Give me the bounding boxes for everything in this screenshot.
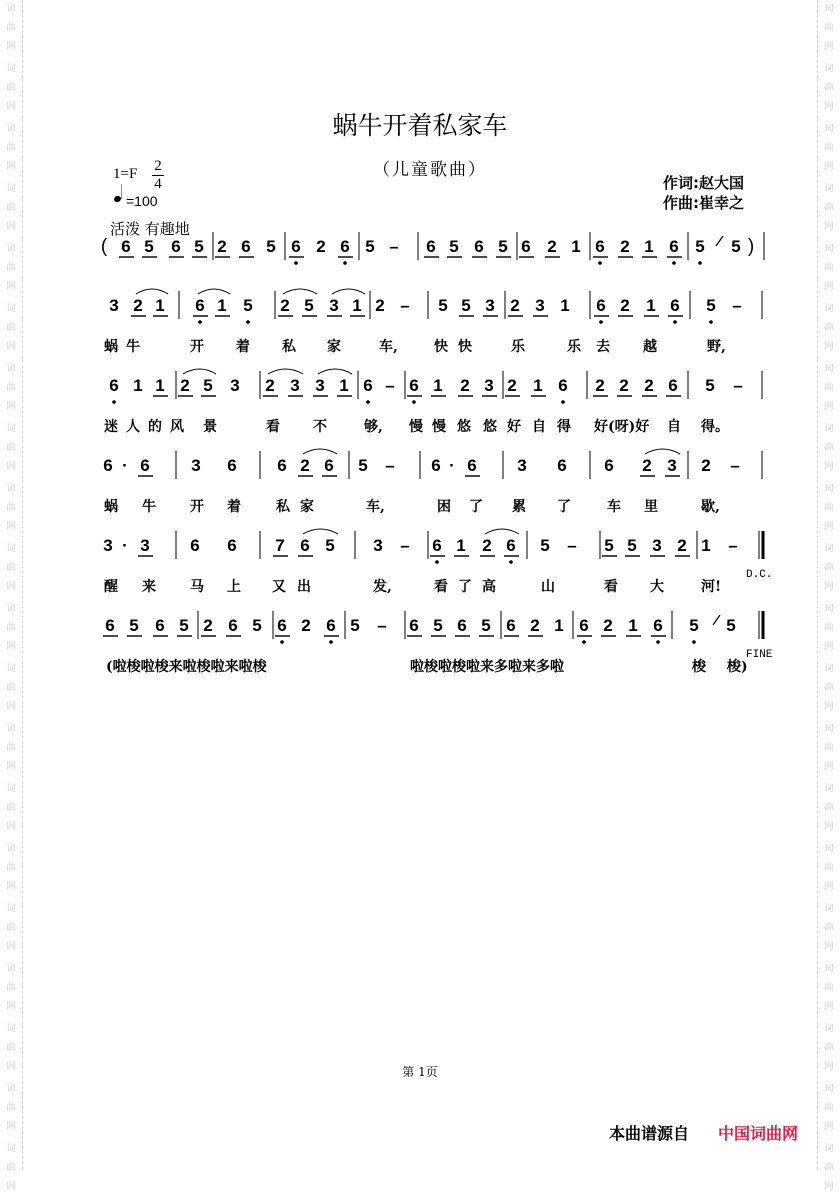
note-number: 6 [431,456,441,475]
slur-arc [303,529,338,534]
note-number: 6 [558,376,568,395]
note-number: 2 [280,296,290,315]
note-number: 3 [315,376,325,395]
note-number: 6 [171,237,181,256]
note-number: 5 [194,237,204,256]
lyric-text: 醒 [104,579,118,595]
note-number: 5 [498,237,508,256]
note-number: 5 [461,296,471,315]
slur-arc [268,369,303,374]
slur-arc [645,449,680,454]
watermark-text: 词 曲 网 [824,844,834,892]
note-number: 3 [373,536,383,555]
lyric-text: 牛 [126,339,140,355]
note-number: 2 [375,296,385,315]
watermark-text: 词 曲 网 [6,4,16,52]
note-number: 5 [481,616,491,635]
watermark-text: 词 曲 网 [824,1144,834,1192]
note-number: 5 [627,536,637,555]
note-number: 6 [228,616,238,635]
lyric-text: 着 [227,499,241,515]
note-number: 6 [121,237,131,256]
lyric-text: 看 [434,579,448,595]
note-number: 2 [619,376,629,395]
sustain-dash: – [385,376,395,395]
watermark-text: 词 曲 网 [824,664,834,712]
watermark-text: 词 曲 网 [824,424,834,472]
note-number: 2 [180,376,190,395]
lyric-text: (啦梭啦梭来啦梭啦来啦梭 [106,659,267,675]
note-number: 6 [155,616,165,635]
lyric-text: 好(呀)好 [594,419,650,435]
low-octave-dot [435,560,439,564]
note-number: 5 [350,616,360,635]
lyric-text: 自 [667,419,681,435]
watermark-text: 词 曲 网 [824,544,834,592]
lyric-text: 乐 [511,339,525,355]
lyric-text: 累 [512,499,526,515]
watermark-text: 词 曲 网 [6,64,16,112]
note-number: 5 [726,616,736,635]
song-subtitle: （儿童歌曲） [373,160,487,180]
watermark-text: 词 曲 网 [6,1024,16,1072]
note-number: 6 [324,456,334,475]
note-number: 6 [668,376,678,395]
lyric-text: 梭) [727,659,748,675]
lyric-text: 好 [507,419,521,435]
lyric-text: 迷 [104,419,118,435]
lyric-text: 车 [607,499,621,515]
note-number: 5 [129,616,139,635]
watermark-text: 词 曲 网 [6,664,16,712]
note-number: 5 [144,237,154,256]
lyric-text: 发, [373,579,392,595]
lyric-text: 够, [364,419,383,435]
note-number: 1 [217,296,227,315]
watermark-text: 词 曲 网 [6,1144,16,1192]
note-number: 6 [457,616,467,635]
note-number: 6 [103,456,113,475]
lyric-text: 私 [282,339,296,355]
dc-marking: D.C. [746,569,773,581]
lyric-text: 了 [469,499,483,515]
note-number: 2 [203,616,213,635]
note-number: 6 [670,296,680,315]
note-number: 2 [603,616,613,635]
note-number: 6 [300,536,310,555]
note-number: 6 [241,237,251,256]
low-octave-dot [598,261,602,265]
lyric-text: 慢 [409,419,423,435]
note-number: 3 [140,536,150,555]
low-octave-dot [343,261,347,265]
note-number: 3 [329,296,339,315]
sustain-dash: – [400,296,410,315]
lyric-text: 车, [379,339,398,355]
lyric-text: 困 [437,499,451,515]
note-number: 6 [467,456,477,475]
note-number: 6 [653,616,663,635]
note-number: 2 [316,237,326,256]
note-number: 3 [191,456,201,475]
note-number: 5 [203,376,213,395]
low-octave-dot [673,320,677,324]
key-signature: 1=F [113,166,138,182]
lyric-text: 蜗 [104,339,118,355]
lyric-text: 啦梭啦梭啦来多啦来多啦 [410,659,564,675]
watermark-text: 词 曲 网 [824,184,834,232]
watermark-text: 词 曲 网 [824,244,834,292]
sustain-dash: – [732,296,742,315]
note-number: 3 [230,376,240,395]
note-number: 1 [571,237,581,256]
tempo-marking: =100 [126,193,158,209]
note-number: 5 [266,237,276,256]
note-number: 2 [217,237,227,256]
lyric-text: 悠 [483,419,497,435]
note-number: 3 [652,536,662,555]
note-number: 6 [277,456,287,475]
low-octave-dot [509,560,513,564]
lyric-text: 了 [458,579,472,595]
lyric-text: 里 [644,499,658,515]
lyric-text: 野, [707,339,726,355]
note-number: 6 [579,616,589,635]
low-octave-dot [561,400,565,404]
note-number: 6 [474,237,484,256]
low-octave-dot [692,640,696,644]
lyric-text: 看 [266,419,280,435]
lyric-text: 来 [142,579,156,595]
note-number: 6 [105,616,115,635]
lyric-text: 出 [297,579,311,595]
note-number: 6 [506,536,516,555]
breath-mark [716,236,723,246]
note-number: 1 [339,376,349,395]
note-number: 1 [433,376,443,395]
note-number: 5 [365,237,375,256]
sustain-dash: – [733,376,743,395]
low-octave-dot [698,261,702,265]
lyric-text: 慢 [432,419,446,435]
watermark-text: 词 曲 网 [824,64,834,112]
lyric-text: 不 [313,419,327,435]
note-number: 2 [460,376,470,395]
note-number: 3 [667,456,677,475]
note-number: 6 [596,296,606,315]
lyric-text: 开 [190,499,204,515]
note-number: 1 [646,296,656,315]
low-octave-dot [329,640,333,644]
note-number: 2 [701,456,711,475]
note-number: 2 [301,616,311,635]
augmentation-dot: · [122,456,128,475]
watermark-text: 词 曲 网 [824,4,834,52]
note-number: 6 [521,237,531,256]
lyric-text: 快 [434,339,448,355]
note-number: 6 [109,376,119,395]
watermark-text: 词 曲 网 [6,1084,16,1132]
repeat-parenthesis: ( [100,236,108,257]
sustain-dash: – [400,536,410,555]
note-number: 1 [456,536,466,555]
low-octave-dot [656,640,660,644]
watermark-text: 词 曲 网 [824,724,834,772]
lyric-text: 家 [327,339,341,355]
watermark-text: 词 曲 网 [824,964,834,1012]
note-number: 5 [449,237,459,256]
watermark-text: 词 曲 网 [824,1024,834,1072]
watermark-text: 词 曲 网 [6,484,16,532]
watermark-text: 词 曲 网 [824,1084,834,1132]
watermark-text: 词 曲 网 [6,544,16,592]
note-number: 2 [133,296,143,315]
lyric-text: 自 [532,419,546,435]
lyric-text: 又 [272,579,286,595]
note-number: 2 [300,456,310,475]
lyric-text: 家 [300,499,314,515]
note-number: 6 [557,456,567,475]
sustain-dash: – [377,616,387,635]
sustain-dash: – [567,536,577,555]
note-number: 6 [432,536,442,555]
note-number: 6 [506,616,516,635]
watermark-text: 词 曲 网 [6,964,16,1012]
note-number: 1 [133,376,143,395]
lyric-text: 上 [227,579,241,595]
low-octave-dot [412,400,416,404]
note-number: 5 [706,296,716,315]
watermark-text: 词 曲 网 [824,304,834,352]
low-octave-dot [294,261,298,265]
lyric-text: 越 [643,339,657,355]
note-number: 2 [644,376,654,395]
page-number: 第 1页 [402,1065,438,1079]
slur-arc [332,289,365,294]
low-octave-dot [582,640,586,644]
lyric-text: 牛 [142,499,156,515]
note-number: 6 [291,237,301,256]
lyric-text: 快 [458,339,472,355]
note-number: 6 [190,536,200,555]
lyric-text: 悠 [457,419,471,435]
lyric-text: 私 [276,499,290,515]
note-number: 5 [243,296,253,315]
note-number: 2 [547,237,557,256]
lyric-text: 看 [604,579,618,595]
lyric-text: 着 [236,339,250,355]
watermark-text: 词 曲 网 [6,364,16,412]
watermark-text: 词 曲 网 [6,424,16,472]
note-number: 3 [109,296,119,315]
note-number: 3 [290,376,300,395]
note-number: 5 [731,237,741,256]
note-number: 1 [628,616,638,635]
note-number: 5 [705,376,715,395]
note-number: 6 [604,456,614,475]
note-number: 5 [179,616,189,635]
sustain-dash: – [389,237,399,256]
lyric-text: 人 [126,419,140,435]
note-number: 5 [689,616,699,635]
source-site-link[interactable]: 中国词曲网 [718,1124,799,1143]
note-number: 5 [358,456,368,475]
note-number: 1 [554,616,564,635]
low-octave-dot [709,320,713,324]
note-number: 6 [340,237,350,256]
watermark-text: 词 曲 网 [824,604,834,652]
slur-arc [283,289,317,294]
low-octave-dot [198,320,202,324]
lyric-text: 山 [541,579,555,595]
note-number: 6 [227,456,237,475]
note-number: 2 [642,456,652,475]
watermark-text: 词 曲 网 [6,904,16,952]
note-number: 6 [669,237,679,256]
slur-arc [183,369,216,374]
note-number: 5 [252,616,262,635]
lyric-text: 河! [701,579,722,595]
slur-arc [303,449,337,454]
lyric-text: 得。 [701,419,729,435]
note-number: 6 [426,237,436,256]
watermark-text: 词 曲 网 [6,184,16,232]
slur-arc [198,289,230,294]
slur-arc [136,289,168,294]
source-label: 本曲谱源自 [609,1124,690,1143]
note-number: 5 [325,536,335,555]
note-number: 1 [533,376,543,395]
note-number: 6 [227,536,237,555]
note-number: 1 [155,376,165,395]
low-octave-dot [280,640,284,644]
slur-arc [485,529,519,534]
watermark-text: 词 曲 网 [824,904,834,952]
note-number: 6 [363,376,373,395]
lyric-text: 乐 [567,339,581,355]
note-number: 5 [695,237,705,256]
note-number: 6 [595,237,605,256]
sustain-dash: – [728,536,738,555]
watermark-text: 词 曲 网 [824,784,834,832]
watermark-text: 词 曲 网 [6,304,16,352]
note-number: 3 [103,536,113,555]
composer: 作曲:崔幸之 [663,194,744,212]
note-number: 5 [540,536,550,555]
note-number: 6 [326,616,336,635]
note-number: 2 [620,296,630,315]
watermark-text: 词 曲 网 [6,844,16,892]
note-number: 2 [265,376,275,395]
lyricist: 作词:赵大国 [663,174,744,192]
lyric-text: 风 [170,419,184,435]
augmentation-dot: · [122,536,128,555]
note-number: 2 [677,536,687,555]
note-number: 2 [595,376,605,395]
note-number: 5 [433,616,443,635]
note-number: 3 [485,296,495,315]
note-number: 2 [530,616,540,635]
note-number: 5 [438,296,448,315]
lyric-text: 的 [148,419,162,435]
note-number: 3 [484,376,494,395]
note-number: 2 [620,237,630,256]
low-octave-dot [672,261,676,265]
repeat-parenthesis: ) [747,236,755,257]
note-number: 1 [352,296,362,315]
watermark-text: 词 曲 网 [6,244,16,292]
sustain-dash: – [385,456,395,475]
note-number: 6 [140,456,150,475]
note-number: 1 [701,536,711,555]
lyric-text: 去 [596,339,610,355]
song-title: 蜗牛开着私家车 [332,111,508,140]
lyric-text: 得 [557,419,571,435]
lyric-text: 马 [190,579,204,595]
note-number: 1 [560,296,570,315]
watermark-text: 词 曲 网 [824,484,834,532]
note-number: 7 [275,536,285,555]
note-number: 2 [510,296,520,315]
lyric-text: 景 [203,419,217,435]
lyric-text: 梭 [692,659,706,675]
note-number: 5 [604,536,614,555]
note-number: 1 [155,296,165,315]
expression-marking: 活泼 有趣地 [110,220,190,238]
watermark-text: 词 曲 网 [6,784,16,832]
slur-arc [318,369,352,374]
low-octave-dot [112,400,116,404]
breath-mark [713,615,720,625]
lyric-text: 开 [190,339,204,355]
note-number: 3 [517,456,527,475]
lyric-text: 高 [482,579,496,595]
note-number: 5 [304,296,314,315]
watermark-text: 词 曲 网 [824,124,834,172]
augmentation-dot: · [449,456,455,475]
watermark-text: 词 曲 网 [824,364,834,412]
lyric-text: 了 [557,499,571,515]
lyric-text: 蜗 [104,499,118,515]
lyric-text: 大 [650,579,664,595]
fine-marking: FINE [746,649,773,661]
watermark-text: 词 曲 网 [6,604,16,652]
note-number: 2 [482,536,492,555]
low-octave-dot [599,320,603,324]
watermark-text: 词 曲 网 [6,724,16,772]
meter-bottom: 4 [154,176,162,192]
low-octave-dot [366,400,370,404]
note-number: 6 [409,376,419,395]
note-number: 6 [409,616,419,635]
note-number: 6 [195,296,205,315]
note-number: 1 [644,237,654,256]
lyric-text: 歇, [701,499,720,515]
lyric-text: 车, [366,499,385,515]
note-number: 3 [535,296,545,315]
note-number: 6 [277,616,287,635]
meter-top: 2 [154,158,162,174]
sustain-dash: – [730,456,740,475]
low-octave-dot [246,320,250,324]
note-number: 2 [507,376,517,395]
watermark-text: 词 曲 网 [6,124,16,172]
